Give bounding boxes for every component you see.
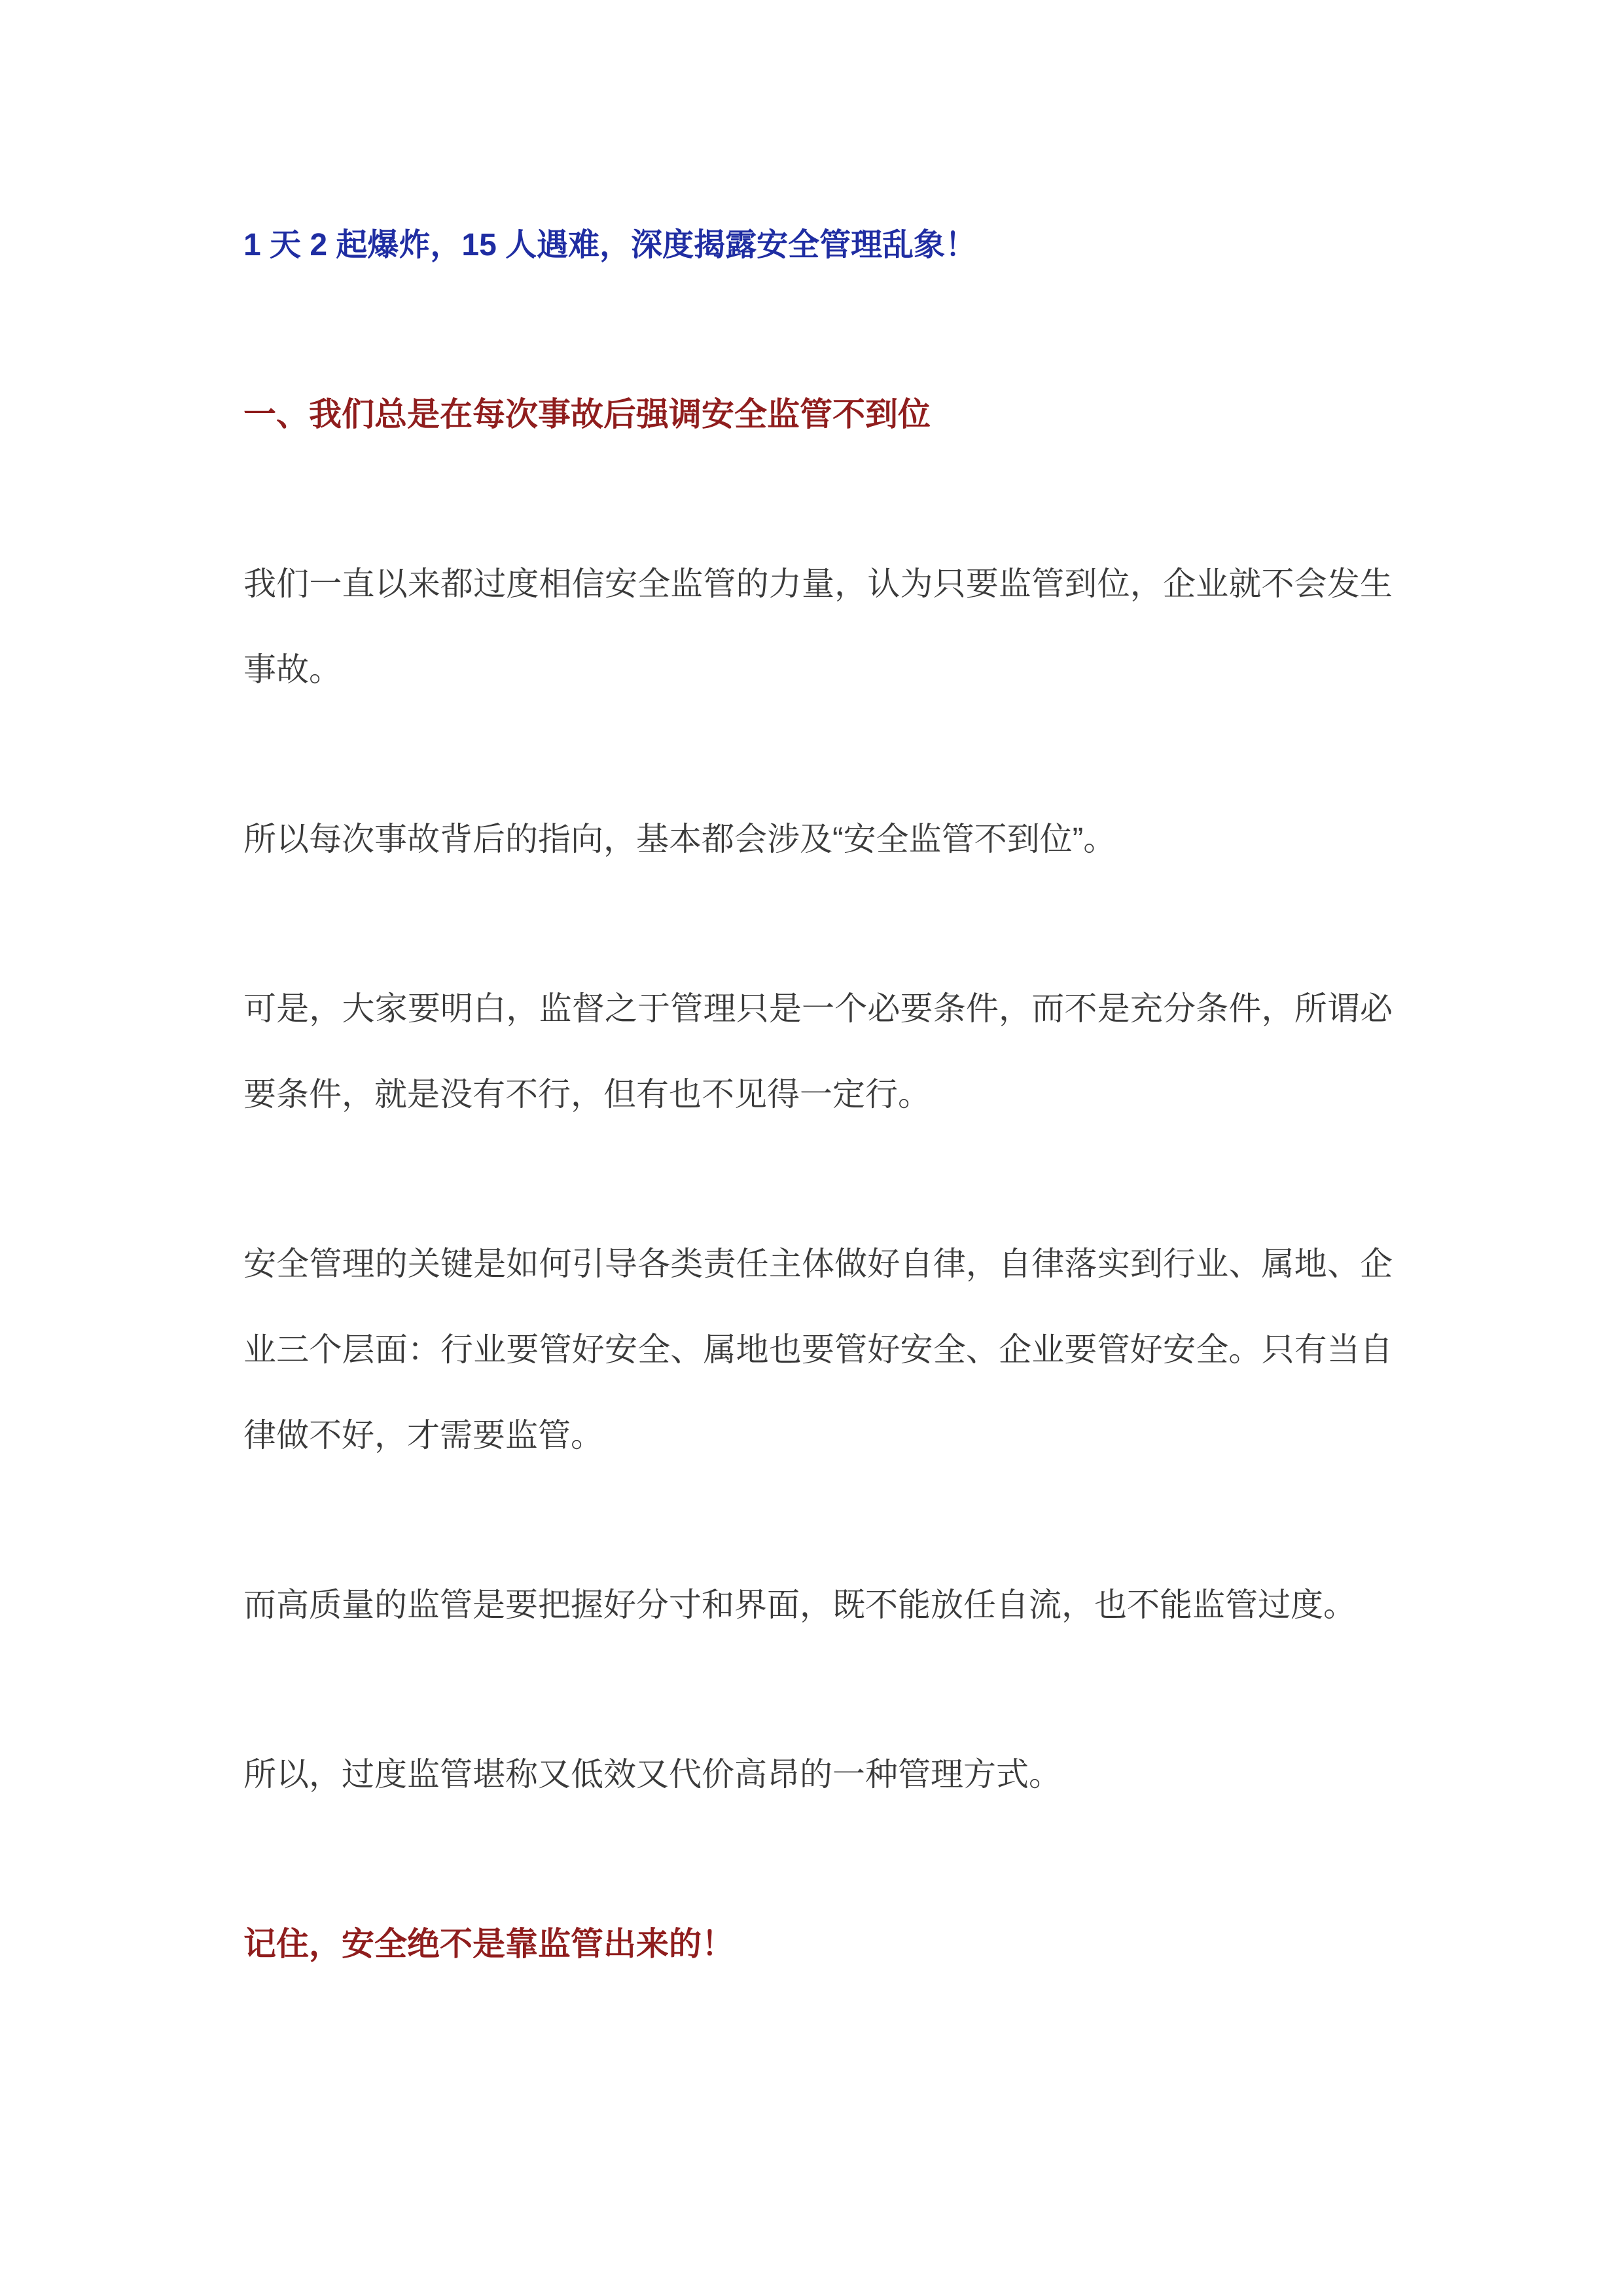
paragraph-2: 所以每次事故背后的指向，基本都会涉及“安全监管不到位”。: [243, 821, 1116, 857]
document-title: 1 天 2 起爆炸，15 人遇难，深度揭露安全管理乱象！: [243, 228, 977, 262]
paragraph-4: 安全管理的关键是如何引导各类责任主体做好自律，自律落实到行业、属地、企业三个层面：行业要管好安全、属地也要管好安全、企业要管好安全。只有当自律做不好，才需要监管。: [243, 1246, 1393, 1454]
document-content: [243, 0, 1393, 1987]
paragraph-1: 我们一直以来都过度相信安全监管的力量，认为只要监管到位，企业就不会发生事故。: [243, 565, 1393, 688]
section-heading: 一、我们总是在每次事故后强调安全监管不到位: [243, 396, 931, 433]
emphasis-line: 记住，安全绝不是靠监管出来的！: [243, 1926, 734, 1962]
paragraph-6: 所以，过度监管堪称又低效又代价高昂的一种管理方式。: [243, 1756, 1061, 1793]
paragraph-3: 可是，大家要明白，监督之于管理只是一个必要条件，而不是充分条件，所谓必要条件，就是没有不行，但有也不见得一定行。: [243, 990, 1393, 1113]
paragraph-5: 而高质量的监管是要把握好分寸和界面，既不能放任自流，也不能监管过度。: [243, 1587, 1356, 1623]
